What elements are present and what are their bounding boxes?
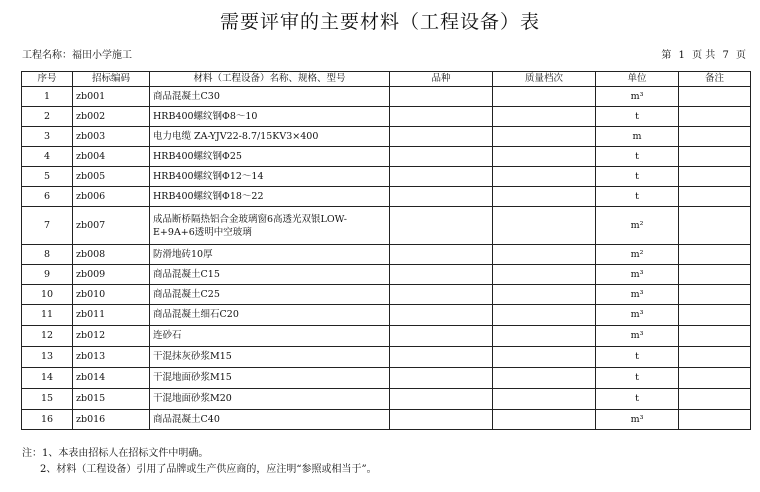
row-number: 1	[22, 87, 73, 107]
page-indicator	[661, 46, 746, 61]
table-row	[22, 127, 751, 147]
row-remarks	[679, 305, 751, 326]
header-unit: 单位	[596, 72, 679, 87]
row-number: 8	[22, 245, 73, 265]
note-1: 注：1、本表由招标人在招标文件中明确。	[22, 448, 209, 459]
row-variety	[390, 147, 493, 167]
row-code: zb010	[73, 285, 150, 305]
project-name: 工程名称：福田小学施工	[22, 50, 132, 61]
row-code: zb012	[73, 326, 150, 347]
row-unit: t	[596, 187, 679, 207]
row-material-name: 干混地面砂浆M15	[150, 368, 390, 389]
row-remarks	[679, 265, 751, 285]
row-quality	[493, 368, 596, 389]
row-remarks	[679, 326, 751, 347]
header-variety: 品种	[390, 72, 493, 87]
row-number: 9	[22, 265, 73, 285]
row-remarks	[679, 389, 751, 410]
row-material-name: 商品混凝土C30	[150, 87, 390, 107]
row-variety	[390, 305, 493, 326]
row-code: zb006	[73, 187, 150, 207]
table-row	[22, 187, 751, 207]
page-current: 1	[678, 50, 685, 61]
row-number: 11	[22, 305, 73, 326]
row-code: zb002	[73, 107, 150, 127]
row-unit: t	[596, 368, 679, 389]
row-material-name: 干混地面砂浆M20	[150, 389, 390, 410]
row-remarks	[679, 410, 751, 430]
row-remarks	[679, 167, 751, 187]
row-unit: m³	[596, 410, 679, 430]
row-quality	[493, 347, 596, 368]
row-code: zb016	[73, 410, 150, 430]
row-unit: t	[596, 347, 679, 368]
table-row	[22, 167, 751, 187]
page-mid: 页 共	[692, 50, 716, 61]
page-suffix: 页	[736, 50, 746, 61]
footnotes	[22, 446, 377, 478]
row-material-name: HRB400螺纹钢Φ18～22	[150, 187, 390, 207]
table-row	[22, 207, 751, 245]
row-material-name: 商品混凝土C25	[150, 285, 390, 305]
row-unit: t	[596, 167, 679, 187]
row-number: 6	[22, 187, 73, 207]
row-material-name: 干混抹灰砂浆M15	[150, 347, 390, 368]
row-number: 2	[22, 107, 73, 127]
row-code: zb007	[73, 207, 150, 245]
row-variety	[390, 285, 493, 305]
page-title: 需要评审的主要材料（工程设备）表	[219, 11, 540, 33]
row-code: zb004	[73, 147, 150, 167]
table-row	[22, 107, 751, 127]
row-number: 3	[22, 127, 73, 147]
table-row	[22, 87, 751, 107]
row-number: 15	[22, 389, 73, 410]
row-code: zb011	[73, 305, 150, 326]
row-material-name: 防滑地砖10厚	[150, 245, 390, 265]
row-quality	[493, 87, 596, 107]
row-material-name: 商品混凝土细石C20	[150, 305, 390, 326]
row-quality	[493, 326, 596, 347]
row-code: zb008	[73, 245, 150, 265]
row-quality	[493, 187, 596, 207]
row-variety	[390, 107, 493, 127]
note-2: 2、材料（工程设备）引用了品牌或生产供应商的，应注明“参照或相当于”。	[40, 464, 377, 475]
row-quality	[493, 245, 596, 265]
row-unit: m³	[596, 87, 679, 107]
row-quality	[493, 389, 596, 410]
materials-table	[21, 71, 751, 430]
row-quality	[493, 285, 596, 305]
row-quality	[493, 410, 596, 430]
table-row	[22, 305, 751, 326]
table-row	[22, 245, 751, 265]
row-remarks	[679, 107, 751, 127]
table-header-row	[22, 72, 751, 87]
row-variety	[390, 389, 493, 410]
row-quality	[493, 147, 596, 167]
row-material-name: 电力电缆 ZA-YJV22-8.7/15KV3×400	[150, 127, 390, 147]
row-unit: m³	[596, 305, 679, 326]
row-quality	[493, 107, 596, 127]
row-quality	[493, 265, 596, 285]
row-material-name: 商品混凝土C15	[150, 265, 390, 285]
row-code: zb001	[73, 87, 150, 107]
table-row	[22, 326, 751, 347]
row-unit: m³	[596, 265, 679, 285]
row-remarks	[679, 147, 751, 167]
row-material-name: 连砂石	[150, 326, 390, 347]
row-unit: m³	[596, 326, 679, 347]
row-number: 7	[22, 207, 73, 245]
row-material-name: 成品断桥隔热铝合金玻璃窗6高透光双银LOW-E+9A+6透明中空玻璃	[150, 207, 390, 245]
row-variety	[390, 87, 493, 107]
row-variety	[390, 167, 493, 187]
row-unit: m²	[596, 245, 679, 265]
row-unit: t	[596, 389, 679, 410]
row-unit: m²	[596, 207, 679, 245]
row-quality	[493, 207, 596, 245]
header-code: 招标编码	[73, 72, 150, 87]
row-quality	[493, 127, 596, 147]
row-remarks	[679, 347, 751, 368]
header-quality: 质量档次	[493, 72, 596, 87]
table-row	[22, 368, 751, 389]
row-number: 12	[22, 326, 73, 347]
row-unit: m³	[596, 285, 679, 305]
row-variety	[390, 347, 493, 368]
row-quality	[493, 167, 596, 187]
row-unit: t	[596, 107, 679, 127]
row-material-name: HRB400螺纹钢Φ8～10	[150, 107, 390, 127]
page-prefix: 第	[661, 50, 672, 61]
row-material-name: 商品混凝土C40	[150, 410, 390, 430]
table-row	[22, 265, 751, 285]
row-remarks	[679, 368, 751, 389]
row-material-name: HRB400螺纹钢Φ25	[150, 147, 390, 167]
row-variety	[390, 127, 493, 147]
header-remarks: 备注	[679, 72, 751, 87]
row-variety	[390, 368, 493, 389]
table-row	[22, 389, 751, 410]
row-variety	[390, 245, 493, 265]
table-row	[22, 410, 751, 430]
row-variety	[390, 410, 493, 430]
row-variety	[390, 265, 493, 285]
row-code: zb013	[73, 347, 150, 368]
page-total: 7	[722, 50, 729, 61]
row-number: 10	[22, 285, 73, 305]
row-remarks	[679, 285, 751, 305]
row-quality	[493, 305, 596, 326]
row-number: 4	[22, 147, 73, 167]
row-code: zb014	[73, 368, 150, 389]
row-remarks	[679, 87, 751, 107]
header-name: 材料（工程设备）名称、规格、型号	[150, 72, 390, 87]
row-remarks	[679, 207, 751, 245]
row-code: zb005	[73, 167, 150, 187]
row-code: zb009	[73, 265, 150, 285]
table-row	[22, 347, 751, 368]
row-code: zb015	[73, 389, 150, 410]
row-remarks	[679, 127, 751, 147]
table-row	[22, 285, 751, 305]
row-number: 13	[22, 347, 73, 368]
row-variety	[390, 187, 493, 207]
table-row	[22, 147, 751, 167]
row-number: 16	[22, 410, 73, 430]
row-unit: m	[596, 127, 679, 147]
row-variety	[390, 207, 493, 245]
row-unit: t	[596, 147, 679, 167]
row-number: 5	[22, 167, 73, 187]
row-material-name: HRB400螺纹钢Φ12～14	[150, 167, 390, 187]
row-remarks	[679, 187, 751, 207]
row-variety	[390, 326, 493, 347]
row-code: zb003	[73, 127, 150, 147]
header-no: 序号	[22, 72, 73, 87]
row-number: 14	[22, 368, 73, 389]
row-remarks	[679, 245, 751, 265]
